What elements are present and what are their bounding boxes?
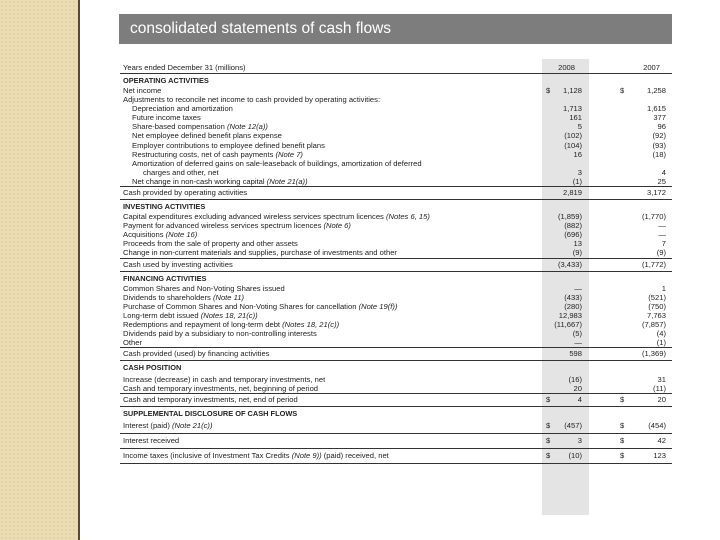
- table-row: [120, 212, 672, 221]
- value-2007: (7,857): [641, 319, 666, 329]
- value-2008: 12,983: [558, 310, 582, 320]
- value-2007: (11): [653, 384, 666, 394]
- currency-symbol-2007: $: [620, 395, 625, 405]
- currency-symbol-2008: $: [546, 451, 551, 461]
- table-row: [120, 104, 672, 113]
- row-label: [123, 320, 339, 329]
- table-row: [120, 159, 672, 168]
- value-2008: 1,713: [562, 104, 582, 114]
- row-label: [123, 311, 258, 320]
- note-reference: (Note 19(f)): [358, 301, 398, 311]
- section-heading-row: [120, 74, 672, 86]
- value-2007: (1,369): [641, 349, 666, 359]
- currency-symbol-2008: $: [546, 86, 551, 95]
- row-label: [132, 113, 201, 122]
- value-2008: 5: [577, 122, 582, 132]
- currency-symbol-2007: $: [620, 451, 625, 461]
- value-2007: —: [658, 230, 666, 240]
- note-reference: (Note 16): [165, 230, 198, 240]
- row-label-text: Interest (paid): [123, 421, 170, 431]
- row-label-text: Cash and temporary investments, net, end of period: [123, 395, 298, 405]
- row-label: [123, 348, 269, 360]
- row-label-text: Cash provided (used) by financing activities: [123, 349, 270, 359]
- note-reference: (Note 21(a)): [266, 176, 308, 186]
- table-row: [120, 302, 672, 311]
- total-row: [120, 348, 672, 361]
- table-row: [120, 311, 672, 320]
- row-label-text: FINANCING ACTIVITIES: [123, 273, 207, 283]
- value-2007: 31: [657, 375, 666, 385]
- row-label-text: Dividends to shareholders: [123, 292, 211, 302]
- value-2008: —: [574, 338, 582, 348]
- row-label-text: INVESTING ACTIVITIES: [123, 202, 206, 212]
- table-row: [120, 168, 672, 177]
- row-label: [123, 284, 285, 293]
- value-2008: 16: [573, 149, 582, 159]
- section-heading-row: [120, 200, 672, 212]
- row-label: [123, 419, 213, 433]
- value-2007: (750): [648, 301, 666, 311]
- row-label: [132, 177, 308, 186]
- currency-symbol-2007: $: [620, 86, 625, 95]
- value-2008: (3,433): [557, 259, 582, 269]
- row-label: [132, 104, 233, 113]
- value-2008: (9): [572, 248, 582, 258]
- value-2008: (16): [568, 375, 582, 385]
- row-label-text: Income taxes (inclusive of Investment Tax Credits: [123, 451, 290, 461]
- row-label-text: Purchase of Common Shares and Non-Voting Shares for cancellation: [123, 301, 357, 311]
- row-label-text: Acquisitions: [123, 230, 164, 240]
- row-label-text: Change in non-current materials and supplies, purchase of investments and other: [123, 248, 397, 258]
- value-2007: 1,615: [646, 104, 666, 114]
- value-2007: 4: [661, 167, 666, 177]
- currency-symbol-2008: $: [546, 395, 551, 405]
- table-row: [120, 86, 672, 95]
- row-label: [123, 394, 298, 406]
- value-2008: (696): [564, 230, 582, 240]
- table-row: [120, 122, 672, 131]
- value-2007: 42: [657, 436, 666, 446]
- value-2007: 96: [657, 122, 666, 132]
- total-row: [120, 449, 672, 464]
- row-label-text: Increase (decrease) in cash and temporary investments, net: [123, 375, 326, 385]
- currency-symbol-2008: $: [546, 421, 551, 431]
- value-2008: (104): [564, 140, 582, 150]
- row-label-text: Depreciation and amortization: [132, 104, 233, 114]
- value-2007: 123: [653, 451, 666, 461]
- value-2007: 7: [661, 239, 666, 249]
- row-label-text: Long-term debt issued: [123, 310, 199, 320]
- table-row: [120, 221, 672, 230]
- value-2007: (18): [652, 149, 666, 159]
- note-reference: (Note 11): [212, 292, 245, 302]
- row-label-text: Cash provided by operating activities: [123, 188, 248, 198]
- table-row: [120, 113, 672, 122]
- value-2007: (4): [656, 328, 666, 338]
- row-label-text: Adjustments to reconcile net income to cash provided by operating activities:: [123, 95, 381, 105]
- value-2007: (93): [652, 140, 666, 150]
- value-2008: 2,819: [562, 188, 582, 198]
- row-label-text: Share-based compensation: [132, 122, 225, 132]
- header-label: Years ended December 31 (millions): [123, 63, 246, 72]
- row-label: [123, 221, 351, 230]
- row-label-suffix: (paid) received, net: [321, 451, 389, 461]
- value-2007: (9): [656, 248, 666, 258]
- header-year-2007: 2007: [643, 63, 660, 72]
- table-row: [120, 375, 672, 384]
- table-row: [120, 384, 672, 394]
- row-label: [123, 293, 244, 302]
- value-2008: (5): [572, 328, 582, 338]
- row-label: [123, 239, 298, 248]
- row-label: [132, 150, 303, 159]
- table-row: [120, 230, 672, 239]
- table-row: [120, 293, 672, 302]
- row-label: [123, 361, 181, 375]
- value-2007: 1,258: [646, 86, 666, 95]
- note-reference: (Notes 18, 21(c)): [282, 319, 340, 329]
- total-row: [120, 434, 672, 449]
- row-label: [123, 95, 380, 104]
- value-2007: (1): [656, 338, 666, 348]
- note-reference: (Note 6): [323, 221, 351, 231]
- value-2008: (1): [572, 176, 582, 186]
- note-reference: (Note 9)): [291, 451, 322, 461]
- row-label: [123, 449, 389, 463]
- row-label: [123, 375, 325, 384]
- value-2008: (457): [564, 421, 582, 431]
- value-2008: (433): [564, 292, 582, 302]
- row-label-text: Redemptions and repayment of long-term debt: [123, 319, 281, 329]
- value-2007: 20: [657, 395, 666, 405]
- value-2007: (454): [648, 421, 666, 431]
- value-2007: (521): [648, 292, 666, 302]
- note-reference: (Note 12(a)): [227, 122, 268, 132]
- table-row: [120, 239, 672, 248]
- row-label-text: Employer contributions to employee defined benefit plans: [132, 140, 325, 150]
- table-row: [120, 131, 672, 140]
- cash-flow-table: [120, 62, 672, 464]
- row-label: [123, 212, 430, 221]
- row-label-text: Cash used by investing activities: [123, 259, 233, 269]
- row-label: [132, 131, 282, 140]
- table-row: [120, 141, 672, 150]
- value-2008: (10): [568, 451, 582, 461]
- note-reference: (Note 21(c)): [171, 421, 213, 431]
- decorative-side-strip: [0, 0, 80, 540]
- value-2008: 1,128: [562, 86, 582, 95]
- table-row: [120, 284, 672, 293]
- row-label: [132, 122, 268, 131]
- value-2007: 3,172: [646, 188, 666, 198]
- value-2008: (882): [564, 221, 582, 231]
- value-2007: 25: [657, 176, 666, 186]
- row-label-text: OPERATING ACTIVITIES: [123, 76, 209, 85]
- table-row: [120, 338, 672, 348]
- row-label: [132, 159, 422, 168]
- total-row: [120, 394, 672, 407]
- value-2008: (280): [564, 301, 582, 311]
- value-2007: 377: [653, 113, 666, 123]
- value-2008: 3: [577, 167, 582, 177]
- header-year-2008: 2008: [558, 63, 575, 72]
- note-reference: (Notes 18, 21(c)): [200, 310, 258, 320]
- section-heading-row: [120, 272, 672, 284]
- value-2008: (102): [564, 131, 582, 141]
- value-2008: 13: [573, 239, 582, 249]
- value-2008: 20: [573, 384, 582, 394]
- section-heading-row: [120, 407, 672, 419]
- value-2007: 1: [661, 283, 666, 293]
- row-label-text: Net income: [123, 86, 162, 95]
- row-label-text: Common Shares and Non-Voting Shares issued: [123, 283, 285, 293]
- row-label: [143, 168, 219, 177]
- row-label-text: Interest received: [123, 436, 180, 446]
- row-label: [123, 338, 142, 347]
- value-2008: 3: [577, 436, 582, 446]
- row-label: [123, 384, 318, 393]
- value-2008: (1,859): [557, 212, 582, 222]
- row-label: [123, 187, 247, 199]
- total-row: [120, 419, 672, 434]
- table-row: [120, 248, 672, 258]
- row-label: [123, 248, 397, 257]
- value-2008: 598: [569, 349, 582, 359]
- row-label-text: Cash and temporary investments, net, beginning of period: [123, 384, 319, 394]
- value-2008: —: [574, 283, 582, 293]
- table-row: [120, 95, 672, 104]
- currency-symbol-2007: $: [620, 421, 625, 431]
- page-title: consolidated statements of cash flows: [119, 14, 672, 44]
- section-heading-row: [120, 361, 672, 375]
- table-row: [120, 177, 672, 187]
- row-label-text: CASH POSITION: [123, 363, 182, 373]
- value-2007: 7,763: [646, 310, 666, 320]
- row-label: [123, 302, 397, 311]
- row-label: [123, 230, 197, 239]
- row-label-text: Capital expenditures excluding advanced wireless services spectrum licences: [123, 212, 384, 222]
- row-label-text: Future income taxes: [132, 113, 201, 123]
- total-row: [120, 259, 672, 272]
- row-label-text: Restructuring costs, net of cash payments: [132, 149, 274, 159]
- total-row: [120, 187, 672, 200]
- row-label-text: Other: [123, 338, 142, 348]
- value-2007: (1,772): [641, 259, 666, 269]
- row-label: [123, 86, 161, 95]
- value-2007: (1,770): [641, 212, 666, 222]
- row-label-text: Proceeds from the sale of property and other assets: [123, 239, 298, 249]
- table-header-row: [120, 62, 672, 74]
- note-reference: (Notes 6, 15): [385, 212, 430, 222]
- row-label: [123, 434, 179, 448]
- value-2008: 4: [577, 395, 582, 405]
- value-2007: —: [658, 221, 666, 231]
- table-row: [120, 329, 672, 338]
- row-label: [123, 259, 233, 271]
- row-label-text: Dividends paid by a subsidiary to non-controlling interests: [123, 328, 317, 338]
- currency-symbol-2007: $: [620, 436, 625, 446]
- value-2007: (92): [652, 131, 666, 141]
- row-label-text: Payment for advanced wireless services spectrum licences: [123, 221, 322, 231]
- row-label: [132, 141, 325, 150]
- row-label-text: Amortization of deferred gains on sale-leaseback of buildings, amortization of deferred: [132, 158, 422, 168]
- row-label-text: Net change in non-cash working capital: [132, 176, 265, 186]
- value-2008: 161: [569, 113, 582, 123]
- row-label-text: Net employee defined benefit plans expense: [132, 131, 282, 141]
- note-reference: (Note 7): [275, 149, 303, 159]
- row-label-text: charges and other, net: [143, 167, 219, 177]
- value-2008: (11,667): [554, 319, 582, 329]
- table-row: [120, 320, 672, 329]
- table-row: [120, 150, 672, 159]
- currency-symbol-2008: $: [546, 436, 551, 446]
- row-label-text: SUPPLEMENTAL DISCLOSURE OF CASH FLOWS: [123, 409, 298, 419]
- row-label: [123, 329, 317, 338]
